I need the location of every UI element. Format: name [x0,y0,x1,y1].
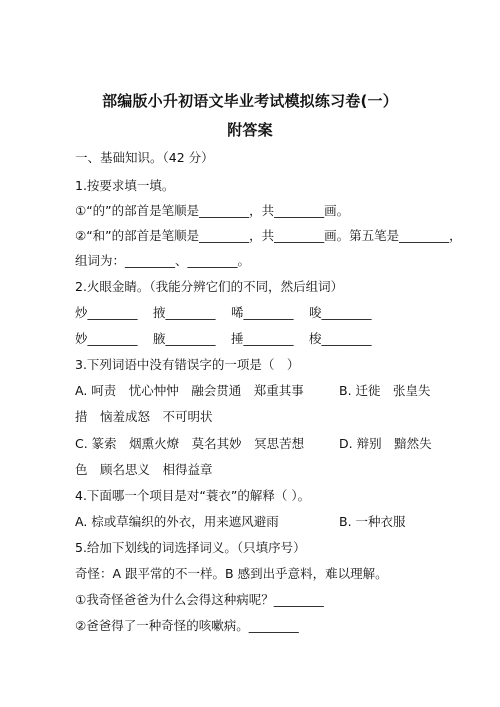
q3-option-c: C. 篆索 烟熏火燎 莫名其妙 冥思苦想 [75,436,305,451]
q5-definition: 奇怪：A 跟平常的不一样。B 感到出乎意料，难以理解。 [75,566,388,581]
question-2-label: 2.火眼金睛。（我能分辨它们的不同，然后组词） [75,279,344,294]
question-3-label: 3.下列词语中没有错误字的一项是（ ） [75,357,300,372]
q2-row1-word: 唆________ [309,305,372,320]
q3-option-a: A. 呵责 忧心忡忡 融会贯通 郑重其事 [75,383,304,398]
q2-row2-word: 捶________ [231,331,294,346]
page-title: 部编版小升初语文毕业考试模拟练习卷(一） [102,92,398,110]
q3-option-b: B. 迁徙 张皇失 [339,383,431,398]
q3-option-d-continued: 色 顾名思义 相得益章 [75,462,213,477]
q2-row2-word: 梭________ [309,331,372,346]
question-1-item-b: ②“和”的部首是笔顺是________，共________画。第五笔是________， [75,228,462,243]
q2-row2-word: 腋________ [153,331,216,346]
q4-option-b: B. 一种衣服 [339,514,406,529]
page-subtitle: 附答案 [227,121,273,139]
question-4-label: 4.下面哪一个项目是对“蓑衣”的解释（ ）。 [75,488,311,503]
q3-option-b-continued: 措 恼羞成怒 不可明状 [75,409,213,424]
q2-row1-word: 掖________ [153,305,216,320]
q2-row1-word: 炒________ [75,305,138,320]
question-1-item-c: 组词为：________、________。 [75,253,251,268]
question-1-label: 1.按要求填一填。 [75,178,175,193]
question-1-item-a: ①“的”的部首是笔顺是________，共________画。 [75,203,350,218]
q3-option-d: D. 辩别 黯然失 [339,436,432,451]
question-5-label: 5.给加下划线的词选择词义。（只填序号） [75,540,306,555]
q2-row1-word: 唏________ [231,305,294,320]
q4-option-a: A. 棕或草编织的外衣，用来遮风避雨 [75,514,279,529]
q5-sentence-1: ①我奇怪爸爸为什么会得这种病呢？________ [75,592,324,607]
q2-row2-word: 妙________ [75,331,138,346]
section-heading: 一、基础知识。（42 分） [75,150,214,165]
q5-sentence-2: ②爸爸得了一种奇怪的咳嗽病。________ [75,618,299,633]
